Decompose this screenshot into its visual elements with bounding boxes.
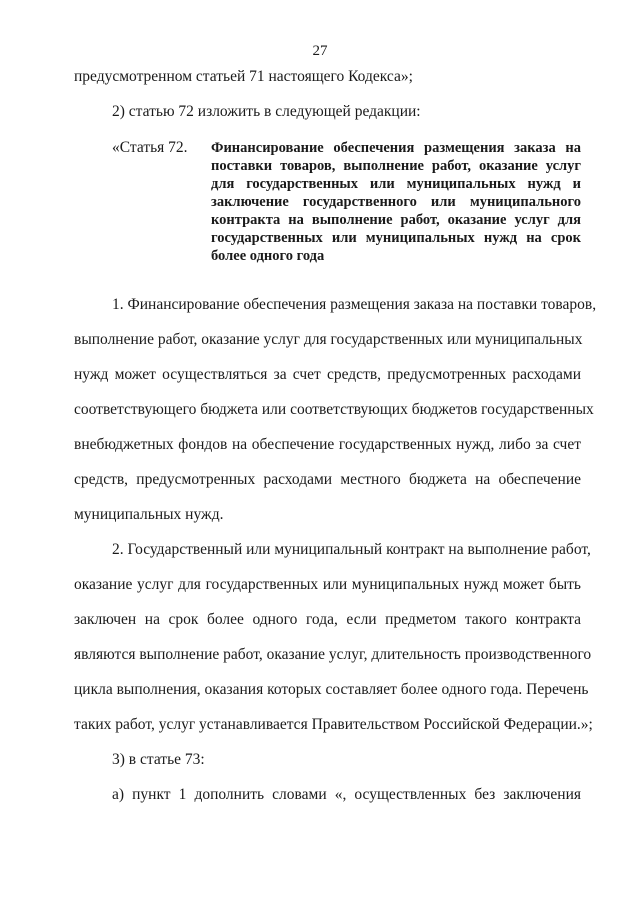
- paragraph-line: 2. Государственный или муниципальный контракт на выполнение работ,: [112, 541, 591, 558]
- paragraph-line: муниципальных нужд.: [74, 506, 224, 523]
- paragraph-line: таких работ, услуг устанавливается Правительством Российской Федерации.»;: [74, 716, 593, 733]
- paragraph-line: внебюджетных фондов на обеспечение государственных нужд, либо за счет: [74, 436, 581, 453]
- paragraph-line: являются выполнение работ, оказание услуг, длительность производственного: [74, 646, 592, 663]
- text-line: предусмотренном статьей 71 настоящего Кодекса»;: [74, 68, 413, 85]
- paragraph-line: 1. Финансирование обеспечения размещения заказа на поставки товаров,: [112, 296, 597, 313]
- article-title-line: более одного года: [211, 248, 325, 264]
- article-title-line: для государственных или муниципальных нужд и: [211, 176, 581, 192]
- paragraph-line: заключен на срок более одного года, если предметом такого контракта: [74, 611, 581, 628]
- paragraph-line: соответствующего бюджета или соответствующих бюджетов государственных: [74, 401, 594, 418]
- article-title-line: поставки товаров, выполнение работ, оказание услуг: [211, 158, 581, 174]
- article-title-line: контракта на выполнение работ, оказание услуг для: [211, 212, 581, 228]
- paragraph-line: выполнение работ, оказание услуг для государственных или муниципальных: [74, 331, 583, 348]
- text-line: 3) в статье 73:: [112, 751, 205, 768]
- paragraph-line: цикла выполнения, оказания которых составляет более одного года. Перечень: [74, 681, 589, 698]
- paragraph-line: нужд может осуществляться за счет средств, предусмотренных расходами: [74, 366, 581, 383]
- article-title-line: государственных или муниципальных нужд на срок: [211, 230, 581, 246]
- page-number: 27: [312, 43, 328, 59]
- article-label: «Статья 72.: [112, 139, 188, 156]
- paragraph-line: средств, предусмотренных расходами местного бюджета на обеспечение: [74, 471, 581, 488]
- article-title-line: Финансирование обеспечения размещения заказа на: [211, 140, 581, 156]
- text-line: 2) статью 72 изложить в следующей редакции:: [112, 103, 421, 120]
- article-title-line: заключение государственного или муниципального: [211, 194, 581, 210]
- paragraph-line: оказание услуг для государственных или муниципальных нужд может быть: [74, 576, 581, 593]
- text-line: а) пункт 1 дополнить словами «, осуществленных без заключения: [112, 786, 581, 803]
